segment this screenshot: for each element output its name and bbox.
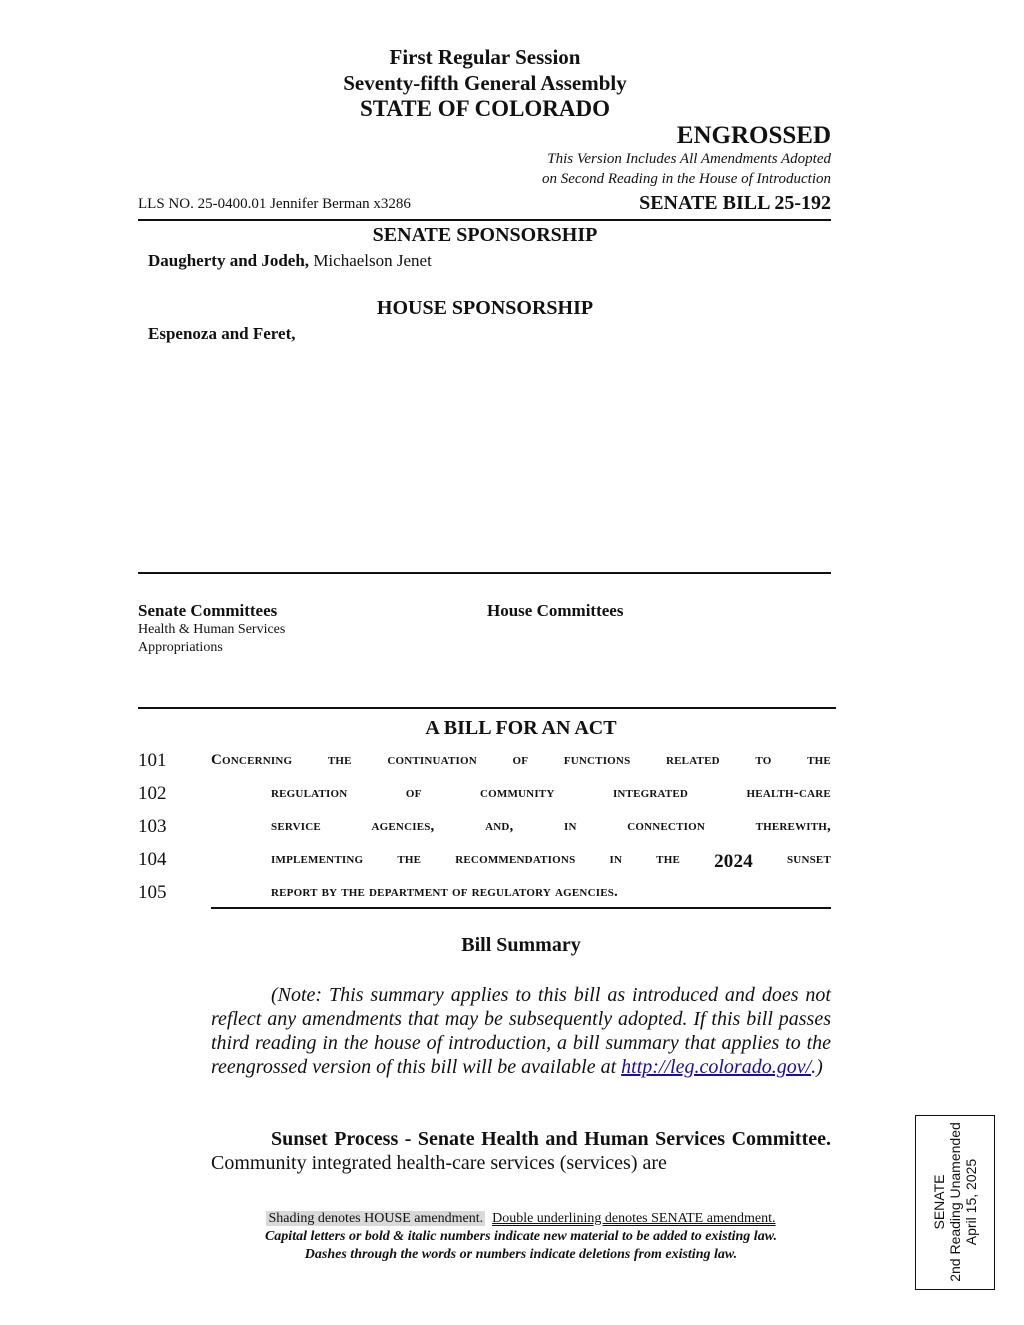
assembly-title: Seventy-fifth General Assembly	[343, 71, 627, 95]
house-committees-title: House Committees	[487, 601, 624, 620]
state-title: STATE OF COLORADO	[359, 96, 611, 121]
act-word: the	[807, 752, 831, 768]
act-word: functions	[563, 752, 631, 768]
bill-summary-title: Bill Summary	[461, 934, 581, 956]
act-title-line	[271, 851, 831, 873]
senate-secondary-sponsors: Michaelson Jenet	[309, 251, 432, 270]
act-title: A BILL FOR AN ACT	[425, 717, 617, 739]
stamp-text	[931, 1122, 979, 1282]
capitals-note: Capital letters or bold & italic numbers indicate new material to be added to existing law.	[264, 1229, 778, 1244]
senate-committee-item: Health & Human Services	[138, 622, 286, 637]
leg-link[interactable]: http://leg.colorado.gov/	[621, 1056, 812, 1078]
summary-paragraph	[211, 1127, 831, 1175]
act-title-line	[211, 752, 831, 769]
summary-note-end: .)	[811, 1056, 823, 1078]
act-title-line	[271, 785, 831, 802]
line-number: 104	[138, 849, 167, 870]
act-word: continuation	[387, 752, 477, 768]
act-top-rule	[138, 707, 836, 709]
line-number: 102	[138, 783, 167, 804]
act-title-line	[271, 818, 831, 835]
paragraph-heading: Sunset Process - Senate Health and Human Services Committee.	[271, 1128, 831, 1150]
act-word: the	[327, 752, 352, 768]
act-word: the	[397, 851, 422, 867]
act-title-line	[271, 884, 831, 901]
line-number: 103	[138, 816, 167, 837]
act-word: report by the department of regulatory agencies.	[271, 884, 619, 900]
reading-stamp	[915, 1115, 995, 1290]
act-word: and,	[485, 818, 514, 834]
act-word: regulation	[271, 785, 348, 801]
header-rule	[138, 219, 831, 221]
act-word: therewith,	[755, 818, 831, 834]
senate-committee-item: Appropriations	[138, 640, 223, 655]
stamp-chamber: SENATE	[931, 1174, 947, 1230]
version-note-line1: This Version Includes All Amendments Adopted	[547, 151, 831, 167]
act-word: community	[479, 785, 555, 801]
house-amendment-note: Shading denotes HOUSE amendment.	[268, 1211, 484, 1226]
act-word: in	[609, 851, 623, 867]
act-word: of	[405, 785, 422, 801]
senate-amendment-note: Double underlining denotes SENATE amendment.	[492, 1211, 776, 1226]
act-word: the	[656, 851, 681, 867]
act-bottom-rule	[211, 907, 831, 909]
version-note-line2: on Second Reading in the House of Introduction	[542, 171, 831, 187]
committees-top-rule	[138, 572, 831, 574]
act-word: in	[564, 818, 577, 834]
act-word: related	[666, 752, 720, 768]
stamp-date: April 15, 2025	[963, 1158, 979, 1246]
paragraph-text: Community integrated health-care services (services) are	[211, 1152, 667, 1174]
summary-note-text: (Note: This summary applies to this bill as introduced and does not reflect any amendments that may be subsequently adopted. If this bill passes third reading in the house of introduction, a bill summary that applies to the reengrossed version of this bill will be available at	[211, 984, 831, 1078]
footer-legend	[0, 1211, 1024, 1227]
act-word: Concerning	[211, 752, 293, 768]
act-word: agencies,	[371, 818, 435, 834]
dashes-note: Dashes through the words or numbers indicate deletions from existing law.	[304, 1247, 738, 1262]
senate-sponsors	[148, 251, 432, 271]
act-word: recommendations	[455, 851, 576, 867]
engrossed-label: ENGROSSED	[676, 122, 831, 149]
senate-committees-title: Senate Committees	[138, 601, 278, 620]
act-word: to	[755, 752, 772, 768]
act-word: health-care	[746, 785, 831, 801]
senate-sponsorship-title: SENATE SPONSORSHIP	[372, 224, 598, 246]
act-word: connection	[627, 818, 705, 834]
act-word: sunset	[786, 851, 831, 867]
senate-primary-sponsors: Daugherty and Jodeh,	[148, 251, 310, 270]
act-word: implementing	[271, 851, 364, 867]
act-word: integrated	[612, 785, 689, 801]
act-word: of	[512, 752, 529, 768]
summary-note	[211, 983, 831, 1079]
line-number: 105	[138, 882, 167, 903]
lls-number: LLS NO. 25-0400.01 Jennifer Berman x3286	[138, 196, 411, 212]
session-title: First Regular Session	[389, 45, 581, 69]
act-word: service	[271, 818, 321, 834]
house-sponsorship-title: HOUSE SPONSORSHIP	[376, 297, 594, 319]
bill-number: SENATE BILL 25-192	[639, 192, 831, 214]
stamp-status: 2nd Reading Unamended	[947, 1122, 963, 1282]
house-primary-sponsors: Espenoza and Feret,	[148, 324, 296, 343]
act-word: 2024	[714, 851, 753, 872]
line-number: 101	[138, 750, 167, 771]
